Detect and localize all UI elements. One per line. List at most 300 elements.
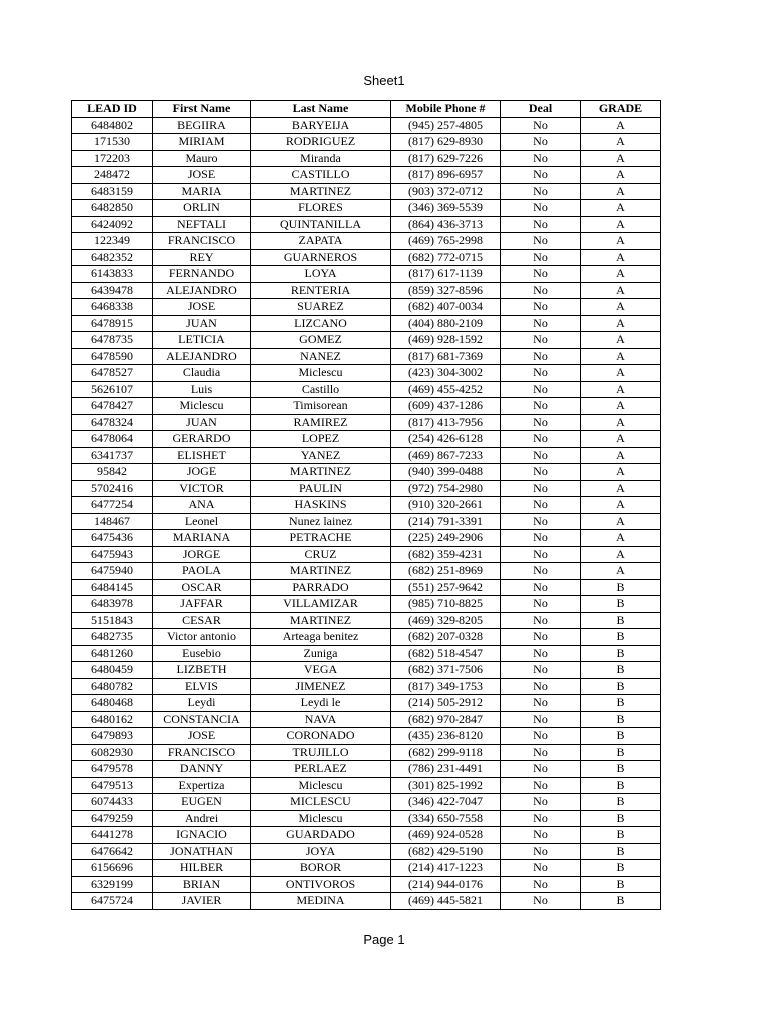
mobile-phone-cell: (423) 304-3002 xyxy=(391,365,501,382)
lead-id-cell: 6479893 xyxy=(72,728,153,745)
grade-cell: A xyxy=(581,282,661,299)
first-name-cell: ANA xyxy=(153,497,251,514)
deal-cell: No xyxy=(501,744,581,761)
mobile-phone-cell: (469) 329-8205 xyxy=(391,612,501,629)
lead-id-cell: 6439478 xyxy=(72,282,153,299)
grade-cell: B xyxy=(581,893,661,910)
grade-cell: B xyxy=(581,860,661,877)
table-row xyxy=(72,761,661,778)
last-name-cell: MARTINEZ xyxy=(251,563,391,580)
deal-cell: No xyxy=(501,497,581,514)
mobile-phone-cell: (346) 369-5539 xyxy=(391,200,501,217)
last-name-cell: PETRACHE xyxy=(251,530,391,547)
deal-cell: No xyxy=(501,843,581,860)
grade-cell: B xyxy=(581,612,661,629)
table-row xyxy=(72,860,661,877)
mobile-phone-cell: (469) 765-2998 xyxy=(391,233,501,250)
deal-cell: No xyxy=(501,365,581,382)
first-name-cell: CONSTANCIA xyxy=(153,711,251,728)
first-name-cell: JOGE xyxy=(153,464,251,481)
table-row xyxy=(72,530,661,547)
grade-cell: A xyxy=(581,563,661,580)
table-row xyxy=(72,315,661,332)
deal-cell: No xyxy=(501,612,581,629)
grade-cell: B xyxy=(581,645,661,662)
table-row xyxy=(72,266,661,283)
last-name-cell: TRUJILLO xyxy=(251,744,391,761)
grade-cell: B xyxy=(581,629,661,646)
mobile-phone-cell: (469) 867-7233 xyxy=(391,447,501,464)
first-name-cell: HILBER xyxy=(153,860,251,877)
header-row xyxy=(72,101,661,118)
deal-cell: No xyxy=(501,167,581,184)
last-name-cell: Miclescu xyxy=(251,777,391,794)
last-name-cell: GUARDADO xyxy=(251,827,391,844)
column-header-first-name: First Name xyxy=(153,101,251,118)
last-name-cell: CASTILLO xyxy=(251,167,391,184)
lead-id-cell: 6480162 xyxy=(72,711,153,728)
deal-cell: No xyxy=(501,282,581,299)
mobile-phone-cell: (435) 236-8120 xyxy=(391,728,501,745)
table-row xyxy=(72,645,661,662)
table-row xyxy=(72,200,661,217)
grade-cell: A xyxy=(581,266,661,283)
mobile-phone-cell: (469) 928-1592 xyxy=(391,332,501,349)
first-name-cell: LETICIA xyxy=(153,332,251,349)
first-name-cell: BRIAN xyxy=(153,876,251,893)
grade-cell: B xyxy=(581,728,661,745)
lead-id-cell: 6478427 xyxy=(72,398,153,415)
table-row xyxy=(72,876,661,893)
grade-cell: A xyxy=(581,381,661,398)
first-name-cell: Miclescu xyxy=(153,398,251,415)
mobile-phone-cell: (682) 299-9118 xyxy=(391,744,501,761)
deal-cell: No xyxy=(501,645,581,662)
mobile-phone-cell: (609) 437-1286 xyxy=(391,398,501,415)
first-name-cell: Luis xyxy=(153,381,251,398)
mobile-phone-cell: (817) 617-1139 xyxy=(391,266,501,283)
first-name-cell: ELVIS xyxy=(153,678,251,695)
deal-cell: No xyxy=(501,233,581,250)
mobile-phone-cell: (469) 445-5821 xyxy=(391,893,501,910)
grade-cell: B xyxy=(581,810,661,827)
last-name-cell: SUAREZ xyxy=(251,299,391,316)
lead-id-cell: 6082930 xyxy=(72,744,153,761)
first-name-cell: Mauro xyxy=(153,150,251,167)
grade-cell: B xyxy=(581,678,661,695)
lead-id-cell: 148467 xyxy=(72,513,153,530)
grade-cell: B xyxy=(581,662,661,679)
table-body xyxy=(72,117,661,909)
deal-cell: No xyxy=(501,134,581,151)
grade-cell: A xyxy=(581,348,661,365)
lead-id-cell: 6480468 xyxy=(72,695,153,712)
last-name-cell: LOYA xyxy=(251,266,391,283)
first-name-cell: MIRIAM xyxy=(153,134,251,151)
mobile-phone-cell: (469) 924-0528 xyxy=(391,827,501,844)
table-row xyxy=(72,216,661,233)
deal-cell: No xyxy=(501,150,581,167)
lead-id-cell: 6478064 xyxy=(72,431,153,448)
mobile-phone-cell: (817) 896-6957 xyxy=(391,167,501,184)
first-name-cell: NEFTALI xyxy=(153,216,251,233)
last-name-cell: PAULIN xyxy=(251,480,391,497)
last-name-cell: MARTINEZ xyxy=(251,464,391,481)
table-row xyxy=(72,348,661,365)
first-name-cell: DANNY xyxy=(153,761,251,778)
last-name-cell: BARYEIJA xyxy=(251,117,391,134)
first-name-cell: JOSE xyxy=(153,728,251,745)
grade-cell: A xyxy=(581,117,661,134)
table-row xyxy=(72,546,661,563)
deal-cell: No xyxy=(501,480,581,497)
mobile-phone-cell: (404) 880-2109 xyxy=(391,315,501,332)
deal-cell: No xyxy=(501,315,581,332)
deal-cell: No xyxy=(501,431,581,448)
deal-cell: No xyxy=(501,579,581,596)
table-row xyxy=(72,777,661,794)
last-name-cell: YANEZ xyxy=(251,447,391,464)
mobile-phone-cell: (682) 251-8969 xyxy=(391,563,501,580)
table-row xyxy=(72,398,661,415)
deal-cell: No xyxy=(501,876,581,893)
lead-id-cell: 6475940 xyxy=(72,563,153,580)
table-row xyxy=(72,134,661,151)
grade-cell: A xyxy=(581,431,661,448)
deal-cell: No xyxy=(501,629,581,646)
lead-id-cell: 6074433 xyxy=(72,794,153,811)
deal-cell: No xyxy=(501,414,581,431)
lead-id-cell: 172203 xyxy=(72,150,153,167)
table-row xyxy=(72,299,661,316)
last-name-cell: CRUZ xyxy=(251,546,391,563)
mobile-phone-cell: (817) 413-7956 xyxy=(391,414,501,431)
table-row xyxy=(72,843,661,860)
column-header-mobile-phone: Mobile Phone # xyxy=(391,101,501,118)
lead-id-cell: 6441278 xyxy=(72,827,153,844)
last-name-cell: LOPEZ xyxy=(251,431,391,448)
deal-cell: No xyxy=(501,216,581,233)
grade-cell: A xyxy=(581,332,661,349)
mobile-phone-cell: (817) 349-1753 xyxy=(391,678,501,695)
deal-cell: No xyxy=(501,860,581,877)
last-name-cell: ZAPATA xyxy=(251,233,391,250)
mobile-phone-cell: (682) 407-0034 xyxy=(391,299,501,316)
grade-cell: A xyxy=(581,414,661,431)
lead-id-cell: 6475724 xyxy=(72,893,153,910)
table-row xyxy=(72,662,661,679)
first-name-cell: JAVIER xyxy=(153,893,251,910)
grade-cell: A xyxy=(581,315,661,332)
first-name-cell: JORGE xyxy=(153,546,251,563)
deal-cell: No xyxy=(501,761,581,778)
lead-id-cell: 6475436 xyxy=(72,530,153,547)
table-row xyxy=(72,282,661,299)
deal-cell: No xyxy=(501,183,581,200)
mobile-phone-cell: (551) 257-9642 xyxy=(391,579,501,596)
deal-cell: No xyxy=(501,711,581,728)
lead-id-cell: 6476642 xyxy=(72,843,153,860)
table-row xyxy=(72,744,661,761)
lead-id-cell: 6143833 xyxy=(72,266,153,283)
lead-id-cell: 171530 xyxy=(72,134,153,151)
first-name-cell: CESAR xyxy=(153,612,251,629)
table-row xyxy=(72,612,661,629)
table-row xyxy=(72,332,661,349)
deal-cell: No xyxy=(501,530,581,547)
last-name-cell: QUINTANILLA xyxy=(251,216,391,233)
deal-cell: No xyxy=(501,200,581,217)
grade-cell: A xyxy=(581,200,661,217)
lead-id-cell: 6480459 xyxy=(72,662,153,679)
grade-cell: A xyxy=(581,464,661,481)
last-name-cell: Nunez lainez xyxy=(251,513,391,530)
lead-id-cell: 5702416 xyxy=(72,480,153,497)
first-name-cell: EUGEN xyxy=(153,794,251,811)
mobile-phone-cell: (301) 825-1992 xyxy=(391,777,501,794)
first-name-cell: Victor antonio xyxy=(153,629,251,646)
deal-cell: No xyxy=(501,513,581,530)
mobile-phone-cell: (346) 422-7047 xyxy=(391,794,501,811)
last-name-cell: BOROR xyxy=(251,860,391,877)
lead-id-cell: 6329199 xyxy=(72,876,153,893)
grade-cell: A xyxy=(581,216,661,233)
grade-cell: A xyxy=(581,233,661,250)
column-header-grade: GRADE xyxy=(581,101,661,118)
last-name-cell: MEDINA xyxy=(251,893,391,910)
table-row xyxy=(72,150,661,167)
table-row xyxy=(72,711,661,728)
lead-id-cell: 6468338 xyxy=(72,299,153,316)
first-name-cell: ALEJANDRO xyxy=(153,282,251,299)
lead-id-cell: 6341737 xyxy=(72,447,153,464)
lead-id-cell: 6482352 xyxy=(72,249,153,266)
first-name-cell: MARIA xyxy=(153,183,251,200)
table-row xyxy=(72,629,661,646)
mobile-phone-cell: (972) 754-2980 xyxy=(391,480,501,497)
lead-id-cell: 6482735 xyxy=(72,629,153,646)
last-name-cell: Miclescu xyxy=(251,365,391,382)
first-name-cell: MARIANA xyxy=(153,530,251,547)
first-name-cell: JOSE xyxy=(153,299,251,316)
mobile-phone-cell: (682) 429-5190 xyxy=(391,843,501,860)
last-name-cell: Miclescu xyxy=(251,810,391,827)
lead-id-cell: 6480782 xyxy=(72,678,153,695)
deal-cell: No xyxy=(501,777,581,794)
first-name-cell: ELISHET xyxy=(153,447,251,464)
lead-id-cell: 6479259 xyxy=(72,810,153,827)
grade-cell: B xyxy=(581,827,661,844)
grade-cell: A xyxy=(581,183,661,200)
mobile-phone-cell: (469) 455-4252 xyxy=(391,381,501,398)
table-row xyxy=(72,695,661,712)
last-name-cell: GOMEZ xyxy=(251,332,391,349)
deal-cell: No xyxy=(501,117,581,134)
column-header-deal: Deal xyxy=(501,101,581,118)
lead-id-cell: 5626107 xyxy=(72,381,153,398)
mobile-phone-cell: (682) 970-2847 xyxy=(391,711,501,728)
deal-cell: No xyxy=(501,249,581,266)
table-row xyxy=(72,513,661,530)
deal-cell: No xyxy=(501,794,581,811)
column-header-lead-id: LEAD ID xyxy=(72,101,153,118)
last-name-cell: JIMENEZ xyxy=(251,678,391,695)
last-name-cell: HASKINS xyxy=(251,497,391,514)
last-name-cell: NAVA xyxy=(251,711,391,728)
deal-cell: No xyxy=(501,893,581,910)
first-name-cell: Leydi xyxy=(153,695,251,712)
last-name-cell: Miranda xyxy=(251,150,391,167)
first-name-cell: JAFFAR xyxy=(153,596,251,613)
table-row xyxy=(72,365,661,382)
table-row xyxy=(72,117,661,134)
grade-cell: A xyxy=(581,134,661,151)
mobile-phone-cell: (225) 249-2906 xyxy=(391,530,501,547)
deal-cell: No xyxy=(501,546,581,563)
grade-cell: A xyxy=(581,513,661,530)
lead-id-cell: 6482850 xyxy=(72,200,153,217)
grade-cell: A xyxy=(581,480,661,497)
last-name-cell: CORONADO xyxy=(251,728,391,745)
mobile-phone-cell: (682) 359-4231 xyxy=(391,546,501,563)
mobile-phone-cell: (682) 207-0328 xyxy=(391,629,501,646)
lead-id-cell: 6484802 xyxy=(72,117,153,134)
last-name-cell: PARRADO xyxy=(251,579,391,596)
first-name-cell: FERNANDO xyxy=(153,266,251,283)
grade-cell: A xyxy=(581,365,661,382)
mobile-phone-cell: (214) 417-1223 xyxy=(391,860,501,877)
deal-cell: No xyxy=(501,827,581,844)
first-name-cell: Expertiza xyxy=(153,777,251,794)
mobile-phone-cell: (985) 710-8825 xyxy=(391,596,501,613)
last-name-cell: VILLAMIZAR xyxy=(251,596,391,613)
deal-cell: No xyxy=(501,381,581,398)
first-name-cell: GERARDO xyxy=(153,431,251,448)
grade-cell: A xyxy=(581,150,661,167)
table-row xyxy=(72,596,661,613)
lead-id-cell: 6483159 xyxy=(72,183,153,200)
grade-cell: A xyxy=(581,299,661,316)
lead-id-cell: 122349 xyxy=(72,233,153,250)
grade-cell: A xyxy=(581,530,661,547)
table-row xyxy=(72,497,661,514)
deal-cell: No xyxy=(501,464,581,481)
deal-cell: No xyxy=(501,447,581,464)
table-row xyxy=(72,794,661,811)
mobile-phone-cell: (786) 231-4491 xyxy=(391,761,501,778)
first-name-cell: Andrei xyxy=(153,810,251,827)
grade-cell: A xyxy=(581,497,661,514)
deal-cell: No xyxy=(501,332,581,349)
table-row xyxy=(72,728,661,745)
deal-cell: No xyxy=(501,662,581,679)
table-row xyxy=(72,233,661,250)
column-header-last-name: Last Name xyxy=(251,101,391,118)
first-name-cell: FRANCISCO xyxy=(153,744,251,761)
deal-cell: No xyxy=(501,299,581,316)
table-row xyxy=(72,447,661,464)
first-name-cell: ORLIN xyxy=(153,200,251,217)
last-name-cell: FLORES xyxy=(251,200,391,217)
table-row xyxy=(72,563,661,580)
lead-id-cell: 6424092 xyxy=(72,216,153,233)
first-name-cell: Leonel xyxy=(153,513,251,530)
first-name-cell: IGNACIO xyxy=(153,827,251,844)
lead-id-cell: 6481260 xyxy=(72,645,153,662)
mobile-phone-cell: (903) 372-0712 xyxy=(391,183,501,200)
table-row xyxy=(72,893,661,910)
last-name-cell: RODRIGUEZ xyxy=(251,134,391,151)
last-name-cell: RENTERIA xyxy=(251,282,391,299)
table-row xyxy=(72,381,661,398)
lead-id-cell: 6483978 xyxy=(72,596,153,613)
mobile-phone-cell: (817) 681-7369 xyxy=(391,348,501,365)
grade-cell: A xyxy=(581,167,661,184)
table-row xyxy=(72,249,661,266)
mobile-phone-cell: (254) 426-6128 xyxy=(391,431,501,448)
last-name-cell: Leydi le xyxy=(251,695,391,712)
grade-cell: B xyxy=(581,596,661,613)
grade-cell: B xyxy=(581,579,661,596)
mobile-phone-cell: (214) 791-3391 xyxy=(391,513,501,530)
mobile-phone-cell: (214) 505-2912 xyxy=(391,695,501,712)
table-row xyxy=(72,464,661,481)
grade-cell: A xyxy=(581,249,661,266)
first-name-cell: LIZBETH xyxy=(153,662,251,679)
table-row xyxy=(72,579,661,596)
grade-cell: B xyxy=(581,794,661,811)
mobile-phone-cell: (817) 629-8930 xyxy=(391,134,501,151)
mobile-phone-cell: (214) 944-0176 xyxy=(391,876,501,893)
last-name-cell: ONTIVOROS xyxy=(251,876,391,893)
table-row xyxy=(72,827,661,844)
last-name-cell: MARTINEZ xyxy=(251,612,391,629)
first-name-cell: JOSE xyxy=(153,167,251,184)
first-name-cell: JONATHAN xyxy=(153,843,251,860)
deal-cell: No xyxy=(501,810,581,827)
mobile-phone-cell: (945) 257-4805 xyxy=(391,117,501,134)
page-footer: Page 1 xyxy=(363,932,405,947)
first-name-cell: JUAN xyxy=(153,315,251,332)
last-name-cell: LIZCANO xyxy=(251,315,391,332)
last-name-cell: RAMIREZ xyxy=(251,414,391,431)
table-row xyxy=(72,414,661,431)
lead-id-cell: 95842 xyxy=(72,464,153,481)
last-name-cell: PERLAEZ xyxy=(251,761,391,778)
lead-id-cell: 6484145 xyxy=(72,579,153,596)
lead-id-cell: 6478735 xyxy=(72,332,153,349)
deal-cell: No xyxy=(501,348,581,365)
first-name-cell: VICTOR xyxy=(153,480,251,497)
deal-cell: No xyxy=(501,728,581,745)
lead-id-cell: 6478324 xyxy=(72,414,153,431)
lead-id-cell: 6478915 xyxy=(72,315,153,332)
grade-cell: B xyxy=(581,843,661,860)
first-name-cell: ALEJANDRO xyxy=(153,348,251,365)
mobile-phone-cell: (859) 327-8596 xyxy=(391,282,501,299)
mobile-phone-cell: (864) 436-3713 xyxy=(391,216,501,233)
deal-cell: No xyxy=(501,596,581,613)
grade-cell: B xyxy=(581,744,661,761)
lead-id-cell: 5151843 xyxy=(72,612,153,629)
lead-id-cell: 6475943 xyxy=(72,546,153,563)
lead-id-cell: 6478527 xyxy=(72,365,153,382)
last-name-cell: Timisorean xyxy=(251,398,391,415)
mobile-phone-cell: (334) 650-7558 xyxy=(391,810,501,827)
lead-id-cell: 6477254 xyxy=(72,497,153,514)
deal-cell: No xyxy=(501,398,581,415)
sheet-title: Sheet1 xyxy=(363,73,405,88)
